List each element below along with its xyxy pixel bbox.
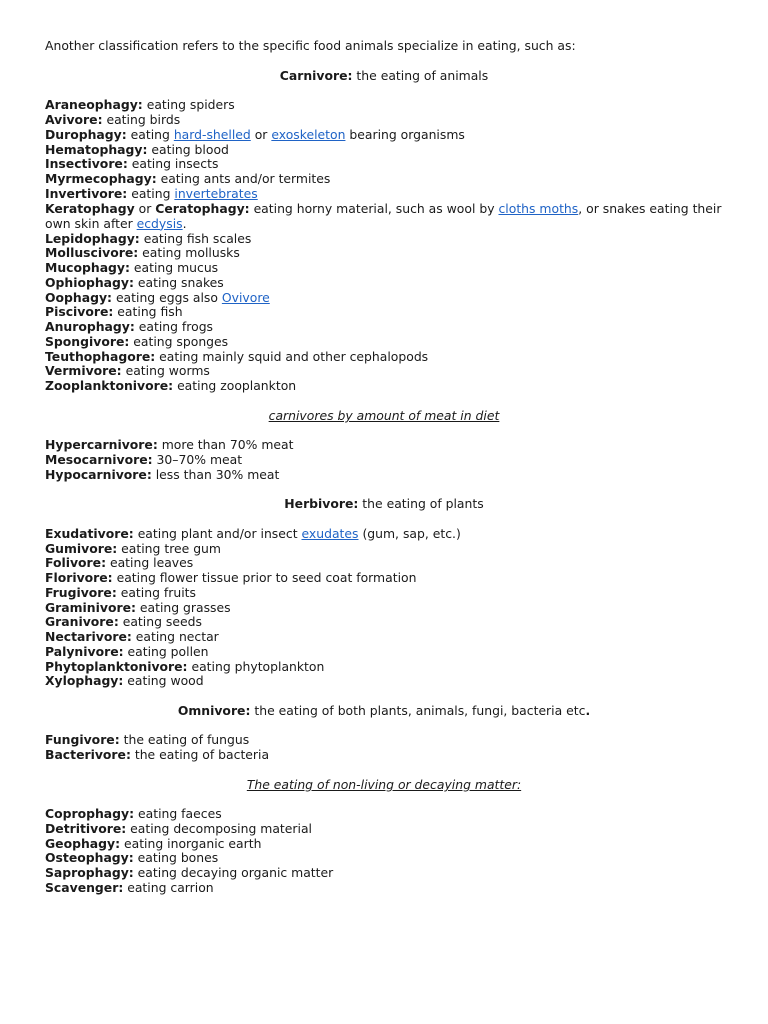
list-item: Invertivore: eating invertebrates <box>45 186 258 201</box>
list-item: Folivore: eating leaves <box>45 555 194 570</box>
list-item: Geophagy: eating inorganic earth <box>45 836 262 851</box>
list-item: Nectarivore: eating nectar <box>45 629 219 644</box>
hard-shelled-link[interactable]: hard-shelled <box>173 127 251 142</box>
list-item: Palynivore: eating pollen <box>45 644 209 659</box>
decay-heading: The eating of non-living or decaying matter: <box>246 777 522 792</box>
list-item: Mesocarnivore: 30–70% meat <box>45 452 243 467</box>
list-item: Araneophagy: eating spiders <box>45 97 235 112</box>
list-item: Gumivore: eating tree gum <box>45 541 221 556</box>
list-item: Molluscivore: eating mollusks <box>45 245 240 260</box>
omnivore-heading: Omnivore: the eating of both plants, animals, fungi, bacteria etc. <box>177 703 591 718</box>
list-item: Scavenger: eating carrion <box>45 880 214 895</box>
invertebrates-link[interactable]: invertebrates <box>174 186 258 201</box>
list-item: Zooplanktonivore: eating zooplankton <box>45 378 297 393</box>
list-item: Vermivore: eating worms <box>45 363 210 378</box>
list-item: Xylophagy: eating wood <box>45 673 204 688</box>
list-item: Hypocarnivore: less than 30% meat <box>45 467 280 482</box>
ecdysis-link[interactable]: ecdysis <box>136 215 183 231</box>
list-item: Phytoplanktonivore: eating phytoplankton <box>45 659 325 674</box>
list-item: Frugivore: eating fruits <box>45 585 196 600</box>
list-item: Myrmecophagy: eating ants and/or termites <box>45 171 331 186</box>
list-item: Hematophagy: eating blood <box>45 142 229 157</box>
list-item: Coprophagy: eating faeces <box>45 806 222 821</box>
list-item: Fungivore: the eating of fungus <box>45 732 250 747</box>
list-item: Avivore: eating birds <box>45 112 181 127</box>
list-item: Keratophagy or Ceratophagy: eating horny material, such as wool by cloths moths, or snakes eating their own skin after ecdysis. <box>45 201 722 231</box>
list-item: Anurophagy: eating frogs <box>45 319 214 334</box>
list-item: Detritivore: eating decomposing material <box>45 821 312 836</box>
list-item: Oophagy: eating eggs also Ovivore <box>45 290 270 305</box>
list-item: Piscivore: eating fish <box>45 304 183 319</box>
list-item: Insectivore: eating insects <box>45 156 219 171</box>
list-item: Exudativore: eating plant and/or insect exudates (gum, sap, etc.) <box>45 526 461 541</box>
list-item: Ophiophagy: eating snakes <box>45 275 224 290</box>
list-item: Saprophagy: eating decaying organic matter <box>45 865 334 880</box>
cloths-moths-link[interactable]: cloths moths <box>498 201 579 216</box>
meat-heading: carnivores by amount of meat in diet <box>268 408 500 423</box>
list-item: Durophagy: eating hard-shelled or exoskeleton bearing organisms <box>45 127 465 142</box>
exudates-link[interactable]: exudates <box>301 526 359 541</box>
intro-paragraph: Another classification refers to the specific food animals specialize in eating, such as: <box>45 38 576 53</box>
list-item: Spongivore: eating sponges <box>45 334 229 349</box>
list-item: Florivore: eating flower tissue prior to seed coat formation <box>45 570 417 585</box>
list-item: Teuthophagore: eating mainly squid and other cephalopods <box>45 349 429 364</box>
list-item: Granivore: eating seeds <box>45 614 202 629</box>
list-item: Lepidophagy: eating fish scales <box>45 231 252 246</box>
herbivore-heading: Herbivore: the eating of plants <box>284 496 484 511</box>
list-item: Graminivore: eating grasses <box>45 600 231 615</box>
list-item: Mucophagy: eating mucus <box>45 260 219 275</box>
list-item: Osteophagy: eating bones <box>45 850 219 865</box>
carnivore-heading: Carnivore: the eating of animals <box>279 68 489 83</box>
ovivore-link[interactable]: Ovivore <box>221 290 270 305</box>
list-item: Bacterivore: the eating of bacteria <box>45 747 270 762</box>
list-item: Hypercarnivore: more than 70% meat <box>45 437 294 452</box>
exoskeleton-link[interactable]: exoskeleton <box>271 127 346 142</box>
